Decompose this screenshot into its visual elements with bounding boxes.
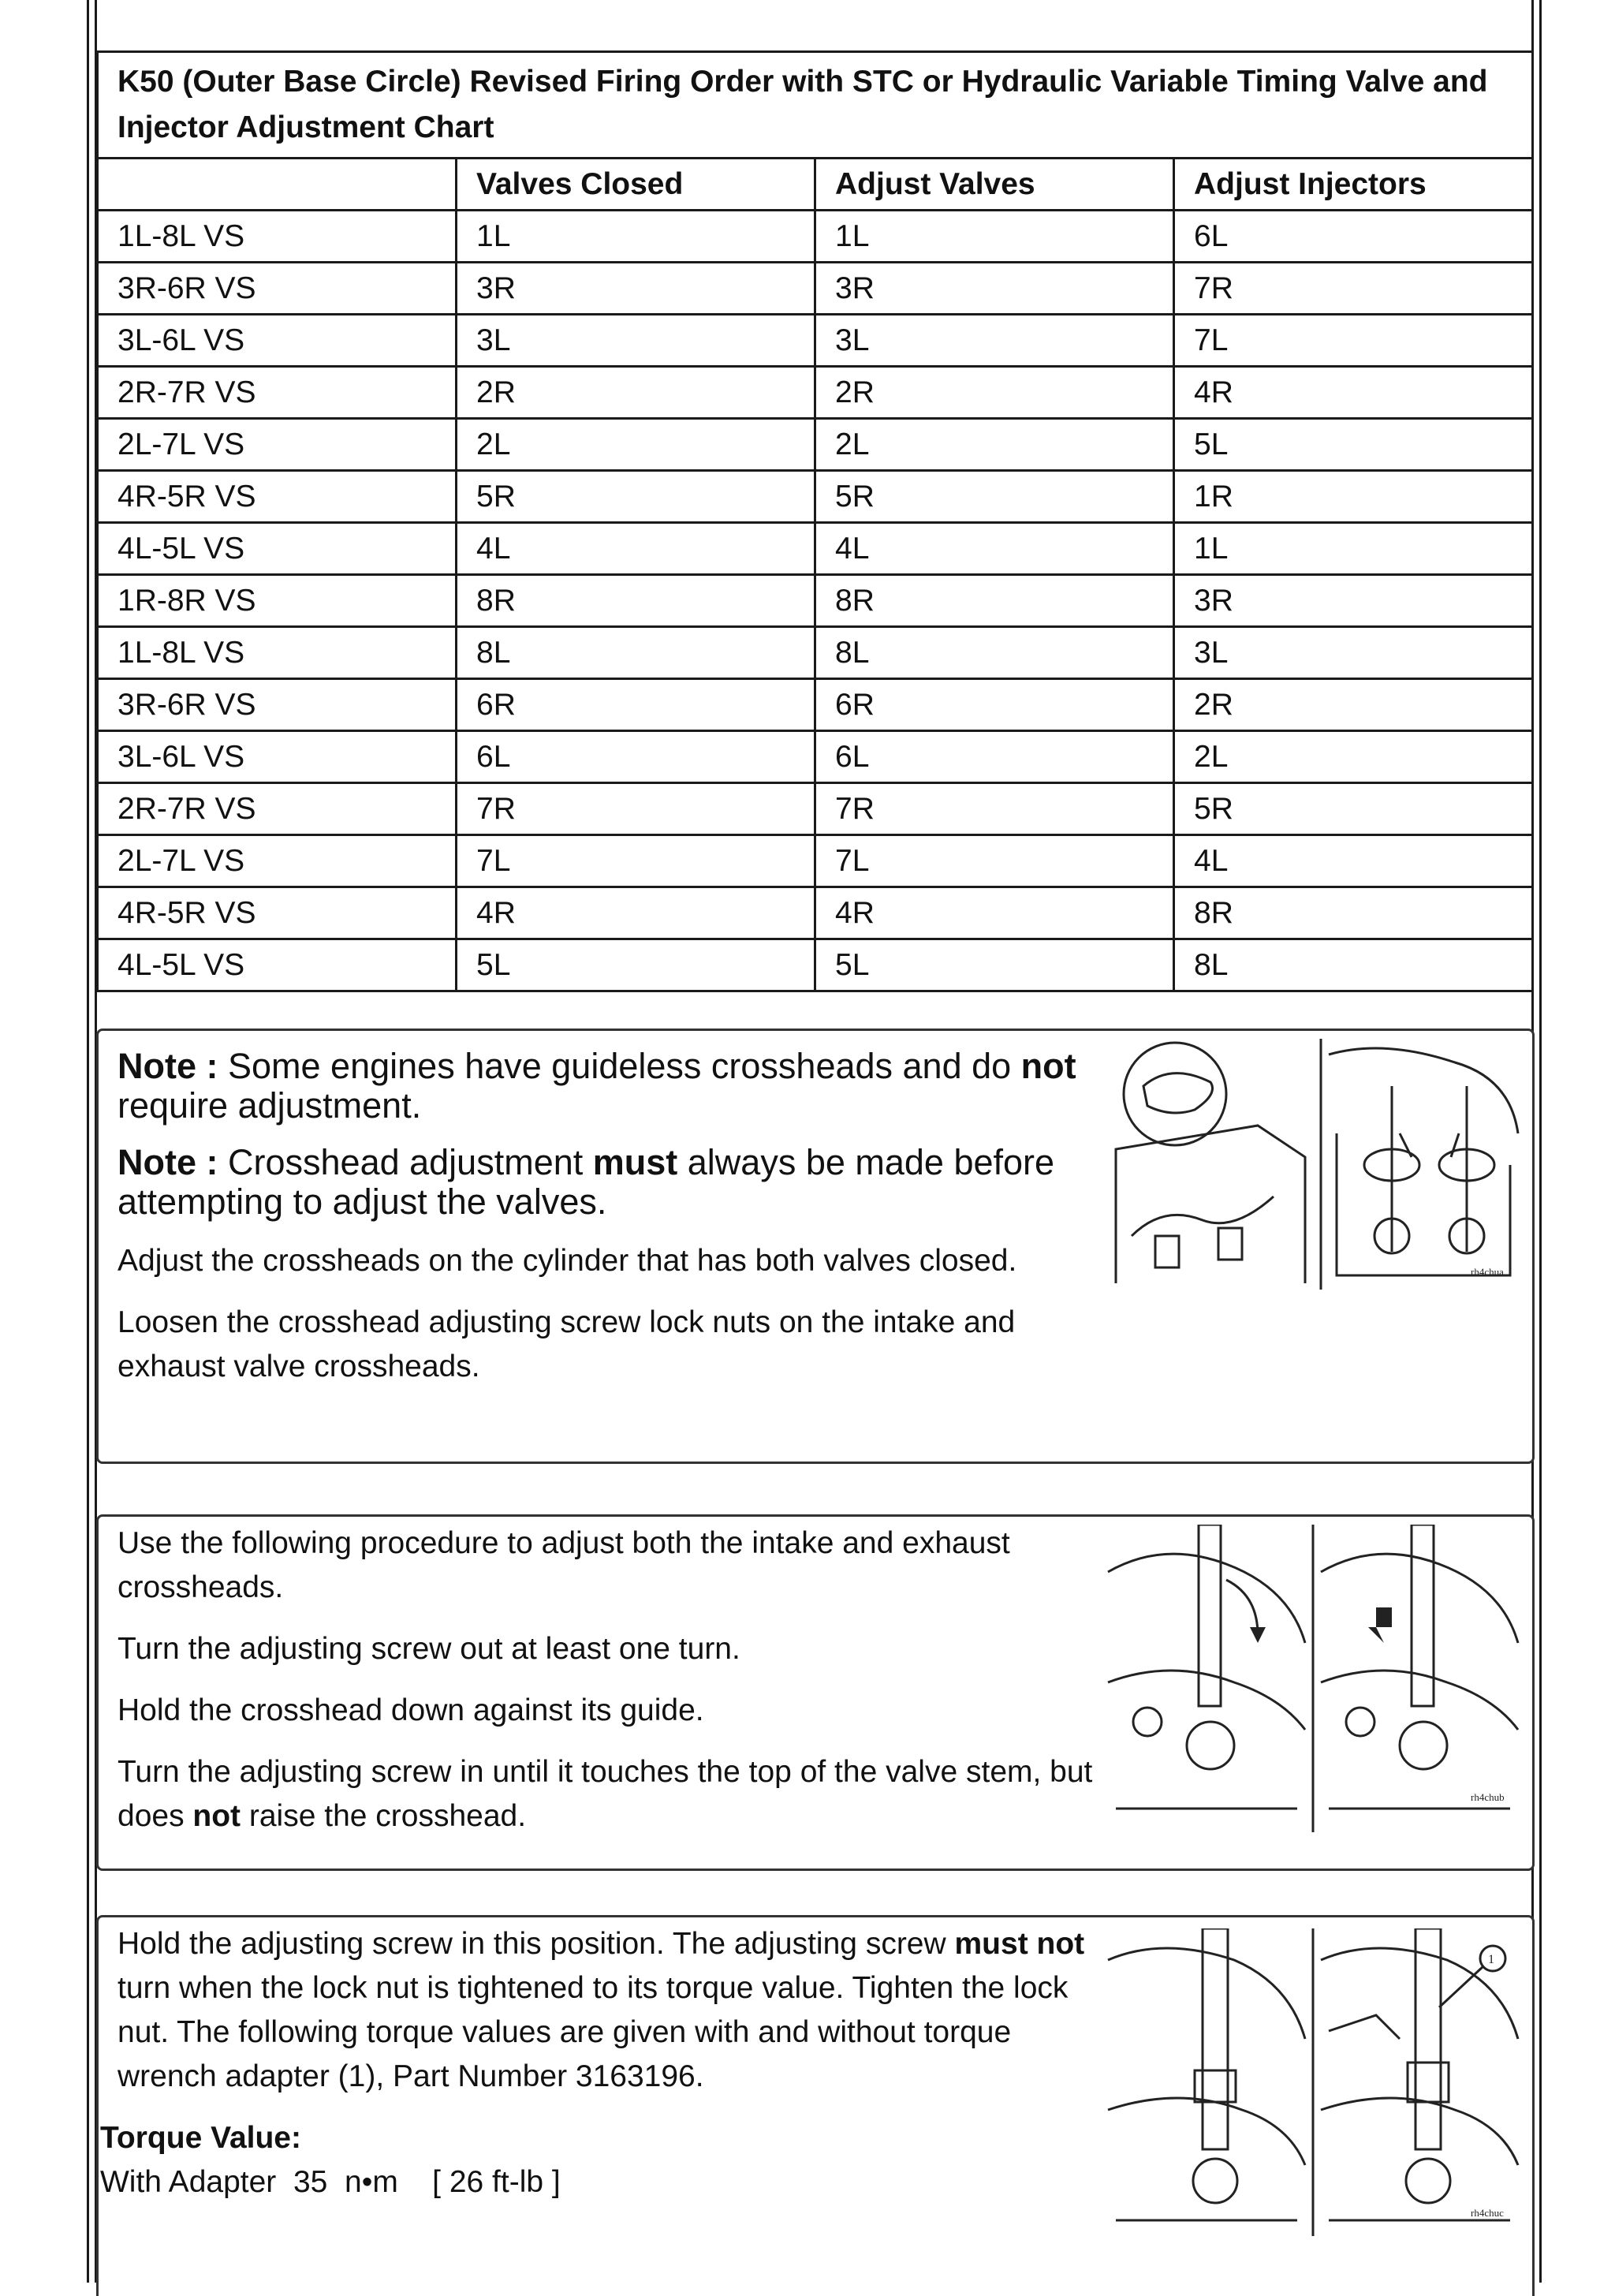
table-cell: 5L [1174,419,1533,471]
table-cell: 8R [1174,887,1533,939]
row-label-cell: 2R-7R VS [98,367,457,419]
table-cell: 2L [457,419,815,471]
table-cell: 3R [815,263,1174,315]
table-cell: 2R [1174,679,1533,731]
table-cell: 4L [1174,835,1533,887]
table-cell: 6L [1174,211,1533,263]
note-panel-text [117,1047,1095,1406]
table-cell: 4L [457,523,815,575]
column-header: Valves Closed [457,159,815,211]
chart-header-row [98,159,1533,211]
table-cell: 6R [457,679,815,731]
note-emphasis: must [592,1142,678,1182]
table-cell: 3R [1174,575,1533,627]
table-row [98,471,1533,523]
table-row [98,679,1533,731]
table-cell: 5R [1174,783,1533,835]
row-label-cell: 4L-5L VS [98,523,457,575]
table-cell: 7R [1174,263,1533,315]
column-header: Adjust Injectors [1174,159,1533,211]
table-cell: 7R [815,783,1174,835]
table-cell: 6L [457,731,815,783]
torque-spec [100,2116,561,2205]
instruction-emphasis: not [192,1799,241,1833]
table-row [98,263,1533,315]
frame-line-left-outer [87,0,89,2283]
table-cell: 2L [815,419,1174,471]
instruction-text: turn when the lock nut is tightened to its torque value. Tighten the lock nut. The following torque values are given with and without torque wrench adapter (1), Part Number 3163196. [117,1971,1069,2093]
image-code: rh4chuc [1471,2207,1504,2219]
note-label: Note : [117,1142,218,1182]
note-must-adjust [117,1143,1095,1222]
instruction-text: Hold the adjusting screw in this position. The adjusting screw [117,1927,955,1961]
note-guideless [117,1047,1095,1126]
table-cell: 2L [1174,731,1533,783]
procedure-panel-text [117,1521,1095,1856]
row-label-cell: 3L-6L VS [98,731,457,783]
image-code: rh4chub [1471,1791,1505,1803]
note-emphasis: not [1020,1046,1076,1086]
instruction-emphasis: must not [954,1927,1085,1961]
table-cell: 7L [1174,315,1533,367]
table-cell: 2R [457,367,815,419]
callout-number: 1 [1488,1953,1494,1966]
table-cell: 5L [457,939,815,991]
row-label-cell: 2L-7L VS [98,419,457,471]
table-row [98,315,1533,367]
instruction-paragraph [117,1922,1095,2099]
table-row [98,783,1533,835]
table-cell: 4R [457,887,815,939]
row-label-cell: 1L-8L VS [98,627,457,679]
table-cell: 5R [815,471,1174,523]
table-cell: 6R [815,679,1174,731]
table-cell: 1L [457,211,815,263]
crosshead-illustration-a [1100,1039,1526,1290]
note-label: Note : [117,1046,218,1086]
chart-title: K50 (Outer Base Circle) Revised Firing Order with STC or Hydraulic Variable Timing Valve and Injector Adjustment Chart [98,52,1533,159]
instruction-paragraph [117,1750,1095,1839]
table-row [98,523,1533,575]
table-cell: 8R [815,575,1174,627]
table-cell: 4L [815,523,1174,575]
row-label-cell: 4R-5R VS [98,471,457,523]
table-cell: 3L [1174,627,1533,679]
torque-panel-text [117,1922,1095,2116]
row-label-cell: 2R-7R VS [98,783,457,835]
row-label-cell: 4R-5R VS [98,887,457,939]
torque-value-with-adapter: With Adapter 35 n•m [ 26 ft-lb ] [100,2165,561,2199]
table-row [98,627,1533,679]
table-cell: 5R [457,471,815,523]
row-label-cell: 4L-5L VS [98,939,457,991]
note-text: Crosshead adjustment [218,1142,593,1182]
table-cell: 1L [815,211,1174,263]
image-code: rh4chua [1471,1266,1504,1278]
table-row [98,575,1533,627]
table-cell: 2R [815,367,1174,419]
table-row [98,887,1533,939]
table-cell: 1L [1174,523,1533,575]
table-cell: 8R [457,575,815,627]
table-cell: 4R [815,887,1174,939]
row-label-cell: 3R-6R VS [98,679,457,731]
table-row [98,939,1533,991]
crosshead-illustration-b [1100,1525,1526,1832]
table-cell: 1R [1174,471,1533,523]
column-header: Adjust Valves [815,159,1174,211]
table-row [98,731,1533,783]
adjustment-chart [96,50,1534,992]
row-label-cell: 1R-8R VS [98,575,457,627]
row-label-cell: 3L-6L VS [98,315,457,367]
table-cell: 3L [457,315,815,367]
note-text: require adjustment. [117,1085,422,1126]
table-row [98,211,1533,263]
table-cell: 7R [457,783,815,835]
table-cell: 5L [815,939,1174,991]
table-row [98,367,1533,419]
table-cell: 8L [815,627,1174,679]
instruction-text: Turn the adjusting screw in until it touches the top of the valve stem, but does [117,1755,1093,1833]
note-text: Some engines have guideless crossheads and do [218,1046,1021,1086]
torque-label: Torque Value: [100,2121,301,2155]
table-cell: 6L [815,731,1174,783]
instruction-text: raise the crosshead. [241,1799,527,1833]
note-panel-crosshead-prep [96,1029,1535,1464]
row-label-cell: 1L-8L VS [98,211,457,263]
chart-title-row [98,52,1533,159]
column-header [98,159,457,211]
table-cell: 8L [457,627,815,679]
crosshead-illustration-c [1100,1928,1526,2236]
table-cell: 7L [815,835,1174,887]
instruction-paragraph: Adjust the crossheads on the cylinder that has both valves closed. [117,1244,1017,1278]
table-cell: 7L [457,835,815,887]
table-cell: 8L [1174,939,1533,991]
row-label-cell: 2L-7L VS [98,835,457,887]
table-row [98,419,1533,471]
frame-line-right-outer [1539,0,1542,2283]
table-cell: 3R [457,263,815,315]
instruction-paragraph: Loosen the crosshead adjusting screw lock nuts on the intake and exhaust valve crossheads. [117,1305,1016,1383]
instruction-paragraph: Turn the adjusting screw out at least one turn. [117,1632,740,1666]
table-cell: 4R [1174,367,1533,419]
table-row [98,835,1533,887]
table-cell: 3L [815,315,1174,367]
procedure-panel-adjust [96,1514,1535,1871]
note-text: always be made before attempting to adjust the valves. [117,1142,1055,1222]
row-label-cell: 3R-6R VS [98,263,457,315]
procedure-panel-torque [96,1915,1535,2296]
instruction-paragraph: Hold the crosshead down against its guide. [117,1693,704,1727]
instruction-paragraph: Use the following procedure to adjust both the intake and exhaust crossheads. [117,1526,1010,1604]
